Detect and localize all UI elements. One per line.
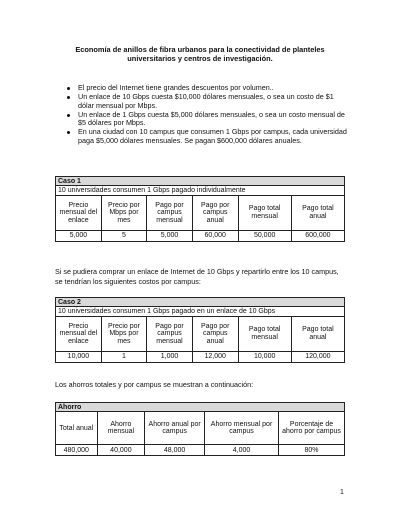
table-cell: 10,000 — [238, 351, 291, 362]
page-number: 1 — [340, 489, 344, 496]
savings-table — [55, 402, 345, 456]
table-cell: 5,000 — [56, 230, 102, 241]
bullet-item: Un enlace de 1 Gbps cuesta $5,000 dólares mensuales, o sea un costo mensual de $5 dólares por Mbps. — [66, 111, 348, 128]
case2-table — [55, 297, 345, 363]
bullet-item: El precio del Internet tiene grandes descuentos por volumen.. — [66, 84, 348, 93]
table-cell: 1,000 — [147, 351, 193, 362]
document-title — [62, 45, 338, 63]
table-cell: 48,000 — [145, 445, 205, 456]
table-header-cell: Pago total mensual — [238, 195, 291, 230]
bullet-dot-icon — [67, 87, 70, 90]
table-cell: 40,000 — [97, 445, 145, 456]
case2-title: Caso 2 — [56, 298, 345, 307]
case1-title: Caso 1 — [56, 177, 345, 186]
table-cell: 10,000 — [56, 351, 102, 362]
paragraph-2: Los ahorros totales y por campus se muestran a continuación: — [55, 380, 254, 389]
table-header-cell: Porcentaje de ahorro por campus — [279, 412, 345, 445]
bullet-item: Un enlace de 10 Gbps cuesta $10,000 dólares mensuales, o sea un costo de $1 dólar mensual por Mbps. — [66, 93, 348, 110]
table-header-cell: Pago total mensual — [238, 316, 291, 351]
savings-title: Ahorro — [56, 403, 345, 412]
table-cell: 1 — [101, 351, 146, 362]
table-cell: 5,000 — [147, 230, 193, 241]
table-header-cell: Ahorro anual por campus — [145, 412, 205, 445]
bullet-item: En una ciudad con 10 campus que consumen 1 Gbps por campus, cada universidad paga $5,000 dólares mensuales. Se pagan $600,000 dólares anuales. — [66, 128, 348, 145]
table-header-cell: Ahorro mensual — [97, 412, 145, 445]
table-header-cell: Pago total anual — [291, 195, 344, 230]
table-header-cell: Precio por Mbps por mes — [101, 195, 146, 230]
table-header-cell: Pago por campus anual — [192, 195, 238, 230]
paragraph-1: Si se pudiera comprar un enlace de Internet de 10 Gbps y repartirlo entre los 10 campus, se tendrían los siguientes costos por campus: — [55, 267, 339, 286]
table-cell: 4,000 — [205, 445, 279, 456]
title-line-2: universitarios y centros de investigación. — [127, 54, 273, 63]
table-header-cell: Precio por Mbps por mes — [101, 316, 146, 351]
case1-subtitle: 10 universidades consumen 1 Gbps pagado individualmente — [56, 186, 345, 195]
table-header-cell: Pago por campus mensual — [147, 316, 193, 351]
table-cell: 5 — [101, 230, 146, 241]
table-cell: 80% — [279, 445, 345, 456]
table-cell: 120,000 — [291, 351, 344, 362]
bullet-dot-icon — [67, 131, 70, 134]
table-cell: 480,000 — [56, 445, 98, 456]
table-cell: 12,000 — [192, 351, 238, 362]
table-header-cell: Pago por campus anual — [192, 316, 238, 351]
bullet-dot-icon — [67, 114, 70, 117]
table-header-cell: Pago total anual — [291, 316, 344, 351]
table-cell: 60,000 — [192, 230, 238, 241]
bullet-list — [66, 84, 348, 146]
table-header-cell: Total anual — [56, 412, 98, 445]
case2-subtitle: 10 universidades consumen 1 Gbps pagado en un enlace de 10 Gbps — [56, 307, 345, 316]
bullet-dot-icon — [67, 96, 70, 99]
table-header-cell: Precio mensual del enlace — [56, 195, 102, 230]
table-header-cell: Precio mensual del enlace — [56, 316, 102, 351]
title-line-1: Economía de anillos de fibra urbanos para la conectividad de planteles — [75, 45, 325, 54]
table-cell: 50,000 — [238, 230, 291, 241]
table-header-cell: Ahorro mensual por campus — [205, 412, 279, 445]
table-cell: 600,000 — [291, 230, 344, 241]
table-header-cell: Pago por campus mensual — [147, 195, 193, 230]
case1-table — [55, 176, 345, 242]
